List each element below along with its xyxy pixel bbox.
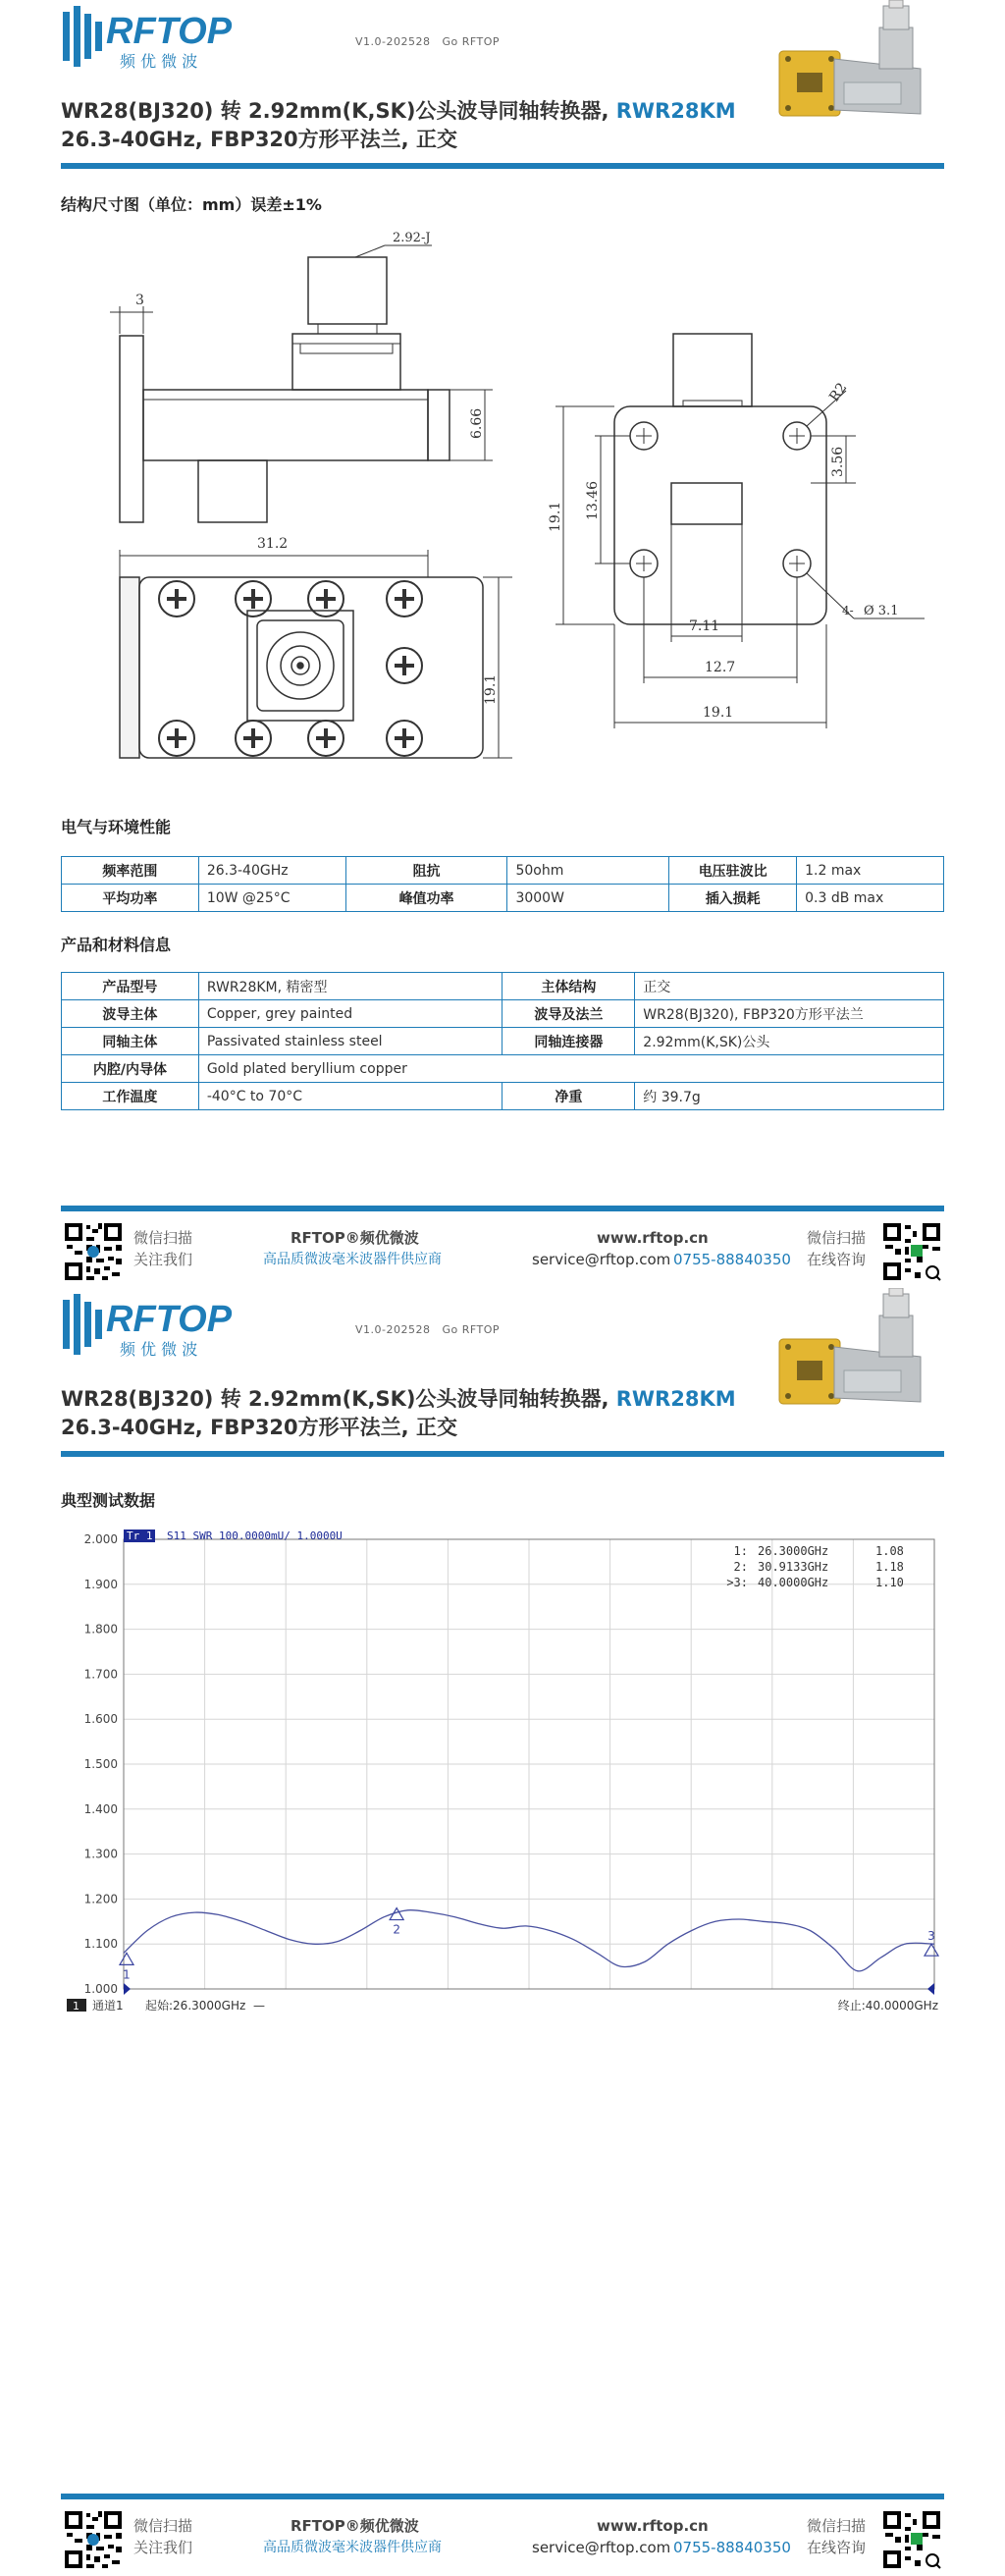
- weight-value: 约 39.7g: [635, 1083, 944, 1110]
- coax-connector-key: 同轴连接器: [502, 1028, 635, 1055]
- footer-website[interactable]: www.rftop.cn: [597, 1229, 709, 1247]
- logo-cn: 频 优 微 波: [120, 1340, 198, 1359]
- follow-us: 关注我们: [133, 2539, 193, 2556]
- marker-readout-label: 2:: [733, 1560, 748, 1574]
- x-start-dash: —: [253, 1999, 265, 2012]
- test-data-heading: 典型测试数据: [61, 1491, 156, 1510]
- freq-range-value: 26.3-40GHz: [198, 857, 345, 885]
- version-info: [355, 35, 500, 48]
- footer-rule: [61, 2494, 944, 2499]
- product-photo: [773, 1288, 946, 1418]
- coax-body-key: 同轴主体: [62, 1028, 199, 1055]
- logo-wordmark: RFTOP: [106, 11, 233, 52]
- channel-label: 通道1: [92, 1999, 124, 2012]
- marker-number: 3: [927, 1929, 935, 1944]
- dim-width-711: 7.11: [689, 618, 720, 634]
- logo-cn: 频 优 微 波: [120, 52, 198, 71]
- side-view: [110, 231, 493, 522]
- x-stop-label: 终止:40.0000GHz: [837, 1999, 938, 2012]
- version-text: V1.0-202528: [355, 1323, 431, 1336]
- marker-readout-value: 1.10: [875, 1576, 904, 1589]
- dim-hole-count: 4-: [842, 604, 854, 617]
- dim-height-1346: 13.46: [585, 480, 601, 520]
- y-tick-label: 1.500: [83, 1757, 118, 1771]
- y-tick-label: 1.600: [83, 1712, 118, 1727]
- go-rftop: Go RFTOP: [442, 1323, 501, 1336]
- marker-readout-value: 1.18: [875, 1560, 904, 1574]
- table-row: [62, 1055, 944, 1083]
- footer: [0, 2494, 1005, 2562]
- footer-rule: [61, 1206, 944, 1211]
- table-row: [62, 973, 944, 1000]
- footer-website[interactable]: www.rftop.cn: [597, 2517, 709, 2535]
- y-tick-label: 2.000: [83, 1532, 118, 1546]
- product-title: WR28(BJ320) 转 2.92mm(K,SK)公头波导同轴转换器, RWR28KM: [61, 99, 736, 123]
- dim-width-191: 19.1: [703, 705, 734, 721]
- footer: [0, 1206, 1005, 1274]
- product-subtitle: 26.3-40GHz, FBP320方形平法兰, 正交: [61, 128, 457, 151]
- impedance-value: 50ohm: [507, 857, 669, 885]
- freq-range-key: 频率范围: [62, 857, 199, 885]
- product-model: RWR28KM: [615, 99, 736, 123]
- dim-hole-diameter: Ø 3.1: [864, 604, 899, 618]
- version-info: [355, 1323, 500, 1336]
- channel-number: 1: [73, 2000, 79, 2012]
- top-view: [120, 536, 512, 758]
- wechat-scan-right: 微信扫描: [807, 2517, 867, 2535]
- inner-key: 内腔/内导体: [62, 1055, 199, 1083]
- drawing-heading: 结构尺寸图（单位：mm）误差±1%: [61, 195, 322, 214]
- footer-brand: RFTOP®频优微波: [291, 2517, 419, 2535]
- footer-email[interactable]: service@rftop.com: [532, 1251, 671, 1268]
- material-heading: 产品和材料信息: [61, 936, 172, 954]
- dim-length-312: 31.2: [257, 536, 289, 552]
- page-2: [0, 1288, 1005, 2576]
- dimension-drawing: [61, 218, 944, 797]
- y-tick-label: 1.200: [83, 1892, 118, 1906]
- electrical-table: [61, 856, 944, 912]
- table-row: [62, 857, 944, 885]
- avg-power-key: 平均功率: [62, 885, 199, 912]
- temp-key: 工作温度: [62, 1083, 199, 1110]
- marker-number: 1: [123, 1967, 131, 1982]
- rftop-logo: [61, 2, 267, 73]
- x-start-label: 起始:26.3000GHz: [145, 1999, 246, 2012]
- swr-chart: [61, 1528, 944, 2038]
- vswr-value: 1.2 max: [797, 857, 944, 885]
- wechat-scan-right: 微信扫描: [807, 1229, 867, 1247]
- table-row: [62, 1028, 944, 1055]
- peak-power-key: 峰值功率: [345, 885, 507, 912]
- footer-phone[interactable]: 0755-88840350: [673, 1251, 791, 1268]
- online-consult: 在线咨询: [807, 1251, 867, 1268]
- y-tick-label: 1.400: [83, 1801, 118, 1816]
- dim-width-191-left: 19.1: [483, 673, 499, 705]
- qr-code-left[interactable]: [63, 1221, 124, 1282]
- dim-radius: R2: [826, 380, 851, 405]
- peak-power-value: 3000W: [507, 885, 669, 912]
- screw-icons: [159, 581, 422, 756]
- model-key: 产品型号: [62, 973, 199, 1000]
- logo-wordmark: RFTOP: [106, 1299, 233, 1340]
- structure-value: 正交: [635, 973, 944, 1000]
- dim-connector: 2.92-J: [393, 231, 431, 245]
- insertion-loss-value: 0.3 dB max: [797, 885, 944, 912]
- wg-flange-value: WR28(BJ320), FBP320方形平法兰: [635, 1000, 944, 1028]
- model-value: RWR28KM, 精密型: [198, 973, 502, 1000]
- marker-number: 2: [393, 1922, 400, 1937]
- qr-code-left[interactable]: [63, 2509, 124, 2570]
- product-title: WR28(BJ320) 转 2.92mm(K,SK)公头波导同轴转换器, RWR28KM: [61, 1387, 736, 1411]
- avg-power-value: 10W @25°C: [198, 885, 345, 912]
- table-row: [62, 1083, 944, 1110]
- version-text: V1.0-202528: [355, 35, 431, 48]
- go-rftop: Go RFTOP: [442, 35, 501, 48]
- footer-brand: RFTOP®频优微波: [291, 1229, 419, 1247]
- marker-readout-freq: 26.3000GHz: [758, 1544, 829, 1558]
- footer-email[interactable]: service@rftop.com: [532, 2539, 671, 2556]
- header-rule: [61, 1451, 944, 1457]
- dim-height-191: 19.1: [548, 501, 563, 532]
- temp-value: -40°C to 70°C: [198, 1083, 502, 1110]
- marker-readout-label: 1:: [733, 1544, 748, 1558]
- wechat-scan-left: 微信扫描: [133, 2517, 193, 2535]
- trace-title: S11 SWR 100.0000mU/ 1.0000U: [167, 1530, 343, 1542]
- y-tick-label: 1.000: [83, 1982, 118, 1996]
- wg-flange-key: 波导及法兰: [502, 1000, 635, 1028]
- impedance-key: 阻抗: [345, 857, 507, 885]
- qr-code-right[interactable]: [881, 1221, 942, 1282]
- product-model: RWR28KM: [615, 1387, 736, 1411]
- online-consult: 在线咨询: [807, 2539, 867, 2556]
- dim-width-127: 12.7: [705, 660, 736, 675]
- flange-view: [548, 334, 925, 728]
- coax-connector-value: 2.92mm(K,SK)公头: [635, 1028, 944, 1055]
- dim-height-666: 6.66: [469, 407, 485, 439]
- marker-readout-freq: 30.9133GHz: [758, 1560, 829, 1574]
- weight-key: 净重: [502, 1083, 635, 1110]
- y-tick-label: 1.800: [83, 1622, 118, 1637]
- product-subtitle: 26.3-40GHz, FBP320方形平法兰, 正交: [61, 1416, 457, 1439]
- insertion-loss-key: 插入损耗: [669, 885, 797, 912]
- y-tick-label: 1.900: [83, 1577, 118, 1591]
- y-tick-label: 1.300: [83, 1847, 118, 1861]
- y-tick-label: 1.100: [83, 1937, 118, 1952]
- table-row: [62, 1000, 944, 1028]
- table-row: [62, 885, 944, 912]
- wechat-scan-left: 微信扫描: [133, 1229, 193, 1247]
- wg-body-key: 波导主体: [62, 1000, 199, 1028]
- marker-readout-label: >3:: [726, 1576, 748, 1589]
- rftop-logo: [61, 1290, 267, 1361]
- trace-tag-label: Tr 1: [127, 1530, 153, 1542]
- marker-readout-value: 1.08: [875, 1544, 904, 1558]
- electrical-heading: 电气与环境性能: [61, 818, 172, 836]
- inner-value: Gold plated beryllium copper: [198, 1055, 943, 1083]
- y-tick-label: 1.700: [83, 1667, 118, 1682]
- material-table: [61, 972, 944, 1110]
- footer-slogan: 高品质微波毫米波器件供应商: [263, 1252, 442, 1267]
- dim-flange-thickness: 3: [135, 293, 144, 308]
- wg-body-value: Copper, grey painted: [198, 1000, 502, 1028]
- dim-offset-356: 3.56: [830, 446, 846, 477]
- header-rule: [61, 163, 944, 169]
- structure-key: 主体结构: [502, 973, 635, 1000]
- footer-slogan: 高品质微波毫米波器件供应商: [263, 2540, 442, 2555]
- footer-phone[interactable]: 0755-88840350: [673, 2539, 791, 2556]
- follow-us: 关注我们: [133, 1251, 193, 1268]
- marker-readout-freq: 40.0000GHz: [758, 1576, 829, 1589]
- coax-body-value: Passivated stainless steel: [198, 1028, 502, 1055]
- vswr-key: 电压驻波比: [669, 857, 797, 885]
- qr-code-right[interactable]: [881, 2509, 942, 2570]
- product-photo: [773, 0, 946, 130]
